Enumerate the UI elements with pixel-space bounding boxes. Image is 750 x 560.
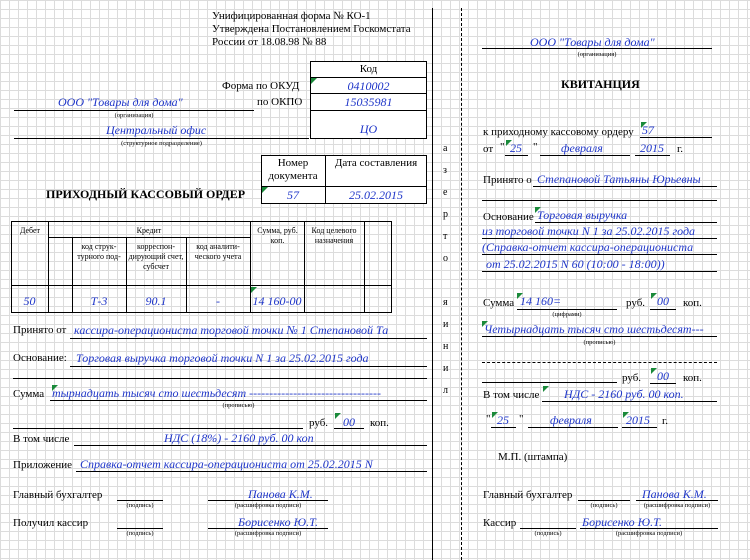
receipt-including[interactable]: НДС - 2160 руб. 00 коп. (564, 387, 684, 401)
received-line (533, 186, 717, 187)
receipt-kop-label-2: коп. (683, 372, 702, 384)
doc-number-value[interactable]: 57 (287, 188, 299, 202)
month-line-2 (528, 427, 618, 428)
cell-marker-icon (52, 385, 58, 391)
receipt-organization[interactable]: ООО "Товары для дома" (530, 35, 655, 49)
including-line (74, 445, 427, 446)
doc-divider (261, 186, 427, 187)
cell-marker-icon (262, 187, 268, 193)
signature-caption: (подпись) (590, 502, 618, 509)
decode-caption: (расшифровка подписи) (615, 530, 683, 537)
analytic-value[interactable]: - (216, 294, 220, 308)
receipt-chief-name-line (636, 500, 718, 501)
sum-words-dashes (482, 362, 717, 363)
basis-line-2 (13, 378, 427, 379)
cell-marker-icon (506, 140, 512, 146)
basis-underline (482, 271, 717, 272)
cut-line-letter: я (443, 297, 448, 308)
receipt-chief-name[interactable]: Панова К.М. (642, 487, 707, 501)
receipt-basis-line[interactable]: Торговая выручка (537, 208, 628, 222)
receipt-sum-value[interactable]: 14 160= (520, 294, 562, 308)
receipt-basis-line[interactable]: из торговой точки N 1 за 25.02.2015 года (482, 224, 696, 238)
month-line (540, 155, 630, 156)
account-header: корреспон-дирующий счет, субсчет (128, 242, 184, 271)
okpo-value[interactable]: 15035981 (344, 95, 393, 109)
cut-line-dashed (461, 8, 462, 560)
cell-marker-icon (492, 412, 498, 418)
debit-header: Дебет (19, 226, 41, 235)
receipt-kop-label: коп. (683, 297, 702, 309)
sum-line (517, 309, 617, 310)
received-from-line (70, 338, 427, 339)
receipt-day[interactable]: 25 (510, 141, 522, 155)
to-order-label: к приходному кассовому ордеру (483, 126, 634, 138)
appendix-label: Приложение (13, 459, 73, 471)
basis-label: Основание: (13, 352, 67, 364)
okud-label: Форма по ОКУД (222, 80, 300, 92)
kop-label: коп. (370, 417, 389, 429)
receipt-words-caption: (прописью) (583, 339, 616, 346)
stamp-label: М.П. (штампа) (498, 451, 568, 463)
receipt-chief-signature-line (578, 500, 630, 501)
receipt-rub-label: руб. (626, 297, 646, 309)
code-header: Код (359, 63, 378, 75)
receipt-cashier-name[interactable]: Борисенко Ю.Т. (582, 515, 662, 529)
basis-line (70, 366, 427, 367)
subdivision-line (14, 138, 309, 139)
kop-line (650, 309, 676, 310)
kop-value[interactable]: 00 (343, 415, 355, 429)
appendix-value[interactable]: Справка-отчет кассира-операциониста от 25.02.2015 N (80, 457, 373, 471)
order-title: ПРИХОДНЫЙ КАССОВЫЙ ОРДЕР (46, 187, 246, 201)
cell-marker-icon (482, 321, 488, 327)
approved-line: Утверждена Постановлением Госкомстата (212, 23, 411, 35)
receipt-month-2[interactable]: февраля (550, 413, 592, 427)
cut-line-letter: е (443, 187, 448, 198)
cut-line-letter: о (443, 253, 448, 264)
receipt-cashier-label: Кассир (483, 517, 517, 529)
receipt-sum-words[interactable]: Четырнадцать тысяч сто шестьдесят--- (484, 322, 704, 336)
quote-close: " (533, 141, 538, 153)
received-from-value[interactable]: кассира-операциониста торговой точки № 1 Степановой Та (74, 323, 389, 337)
basis-underline (482, 254, 717, 255)
structural-code-header: код струк-турного под- (77, 242, 121, 261)
sum-words-line-2 (13, 428, 303, 429)
decode-caption: (расшифровка подписи) (643, 502, 711, 509)
purpose-code-header: Код целевого назначения (311, 226, 357, 245)
signature-caption: (подпись) (534, 530, 562, 537)
receipt-basis-label: Основание (483, 211, 534, 223)
day-line-2 (491, 427, 516, 428)
chief-name-line (208, 500, 328, 501)
chief-accountant-name[interactable]: Панова К.М. (248, 487, 313, 501)
receipt-kop[interactable]: 00 (657, 294, 669, 308)
sum-words-line-2 (482, 382, 617, 383)
rub-label: руб. (309, 417, 329, 429)
doc-number-label: Номер документа (268, 157, 318, 182)
form-code-line: Унифицированная форма № КО-1 (212, 10, 371, 22)
from-label: от (483, 143, 494, 155)
cut-line-letter: з (443, 165, 447, 176)
cell-marker-icon (651, 368, 657, 374)
quote-open-2: " (486, 413, 491, 425)
debit-value[interactable]: 50 (23, 294, 36, 308)
cashier-name[interactable]: Борисенко Ю.Т. (238, 515, 318, 529)
cut-line-letter: т (443, 231, 448, 242)
received-line-2 (482, 200, 717, 201)
cell-marker-icon (641, 122, 647, 128)
including-label: В том числе (13, 433, 70, 445)
receipt-year-2[interactable]: 2015 (626, 413, 650, 427)
organization-line (14, 110, 254, 111)
year-suffix: г. (677, 143, 684, 155)
year-suffix-2: г. (662, 415, 669, 427)
cell-marker-icon (517, 293, 523, 299)
quote-close-2: " (519, 413, 524, 425)
basis-value[interactable]: Торговая выручка торговой точки N 1 за 25.02.2015 года (76, 351, 369, 365)
cashier-label: Получил кассир (13, 517, 89, 529)
cell-marker-icon (251, 287, 257, 293)
cell-marker-icon (651, 293, 657, 299)
basis-underline (482, 238, 717, 239)
sum-words[interactable]: тырнадцать тысяч сто шестьдесят --------------------------------- (52, 386, 382, 400)
cell-marker-icon (335, 413, 341, 419)
codes-divider (310, 110, 427, 111)
appendix-line (76, 471, 427, 472)
quote-open: " (500, 141, 505, 153)
table-col (364, 221, 365, 313)
cut-line-letter: р (443, 209, 448, 220)
receipt-cashier-signature-line (520, 528, 576, 529)
okpo-label: по ОКПО (257, 96, 303, 108)
sum-words-line (482, 336, 717, 337)
cashier-name-line (208, 528, 328, 529)
credit-header: Кредит (136, 226, 162, 235)
cut-line-letter: л (443, 385, 448, 396)
receipt-cashier-name-line (580, 528, 718, 529)
cut-line-letter: н (443, 341, 449, 352)
sum-header: Сумма, руб. коп. (257, 226, 298, 245)
doc-date-value[interactable]: 25.02.2015 (349, 188, 403, 202)
words-caption: (прописью) (222, 402, 255, 409)
decree-line: России от 18.08.98 № 88 (212, 36, 327, 48)
receipt-org-caption: (организация) (577, 51, 617, 58)
receipt-rub-label-2: руб. (622, 372, 642, 384)
organization-name[interactable]: ООО "Товары для дома" (58, 95, 183, 109)
cut-line-letter: и (443, 363, 449, 374)
cut-line-letter: и (443, 319, 449, 330)
cut-line (432, 8, 433, 560)
subdivision-name[interactable]: Центральный офис (106, 123, 207, 137)
cell-marker-icon (543, 386, 549, 392)
okud-value[interactable]: 0410002 (347, 79, 390, 93)
account-value[interactable]: 90.1 (145, 294, 167, 308)
including-line (542, 401, 717, 402)
table-row-line (11, 285, 392, 286)
sum-label: Сумма (13, 388, 45, 400)
analytic-header: код аналити-ческого учета (194, 242, 242, 261)
receipt-year[interactable]: 2015 (640, 141, 664, 155)
receipt-basis-line[interactable]: от 25.02.2015 N 60 (10:00 - 18:00)) (486, 257, 665, 271)
receipt-received-label: Принято о (483, 174, 532, 186)
receipt-day-2[interactable]: 25 (497, 413, 509, 427)
receipt-month[interactable]: февраля (561, 141, 603, 155)
doc-date-label: Дата составления (334, 157, 418, 169)
cell-marker-icon (311, 78, 317, 84)
basis-underline (535, 222, 717, 223)
signature-caption: (подпись) (126, 502, 154, 509)
sum-words-line (50, 400, 427, 401)
signature-caption: (подпись) (126, 530, 154, 537)
chief-accountant-label: Главный бухгалтер (13, 489, 103, 501)
digits-caption: (цифрами) (552, 311, 582, 318)
sum-value[interactable]: 14 160-00 (252, 294, 302, 308)
kop-line-2 (650, 383, 676, 384)
organization-caption: (организация) (114, 112, 154, 119)
decode-caption: (расшифровка подписи) (234, 502, 302, 509)
subdivision-caption: (структурное подразделение) (121, 140, 202, 147)
receipt-org-line (482, 48, 712, 49)
kop-line (334, 428, 364, 429)
receipt-title: КВИТАНЦИЯ (561, 77, 640, 91)
codes-divider (310, 77, 427, 78)
structural-code-value[interactable]: Т-3 (90, 294, 108, 308)
cashier-signature-line (117, 528, 163, 529)
year-line-2 (622, 427, 657, 428)
department-code[interactable]: ЦО (359, 122, 378, 136)
receipt-order-number[interactable]: 57 (642, 123, 654, 137)
received-from-label: Принято от (13, 324, 67, 336)
cell-marker-icon (535, 207, 541, 213)
receipt-kop-2[interactable]: 00 (657, 369, 669, 383)
receipt-sum-label: Сумма (483, 297, 515, 309)
including-value[interactable]: НДС (18%) - 2160 руб. 00 коп (164, 431, 314, 445)
day-line (505, 155, 528, 156)
cell-marker-icon (623, 412, 629, 418)
decode-caption: (расшифровка подписи) (234, 530, 302, 537)
receipt-chief-label: Главный бухгалтер (483, 489, 573, 501)
year-line (635, 155, 670, 156)
receipt-basis-line[interactable]: (Справка-отчет кассира-операциониста (482, 240, 694, 254)
order-number-line (640, 137, 712, 138)
cut-line-letter: а (443, 143, 448, 154)
chief-signature-line (117, 500, 163, 501)
receipt-including-label: В том числе (483, 389, 540, 401)
table-row-line (48, 237, 250, 238)
codes-divider (310, 93, 427, 94)
receipt-received-from[interactable]: Степановой Татьяны Юрьевны (537, 172, 701, 186)
